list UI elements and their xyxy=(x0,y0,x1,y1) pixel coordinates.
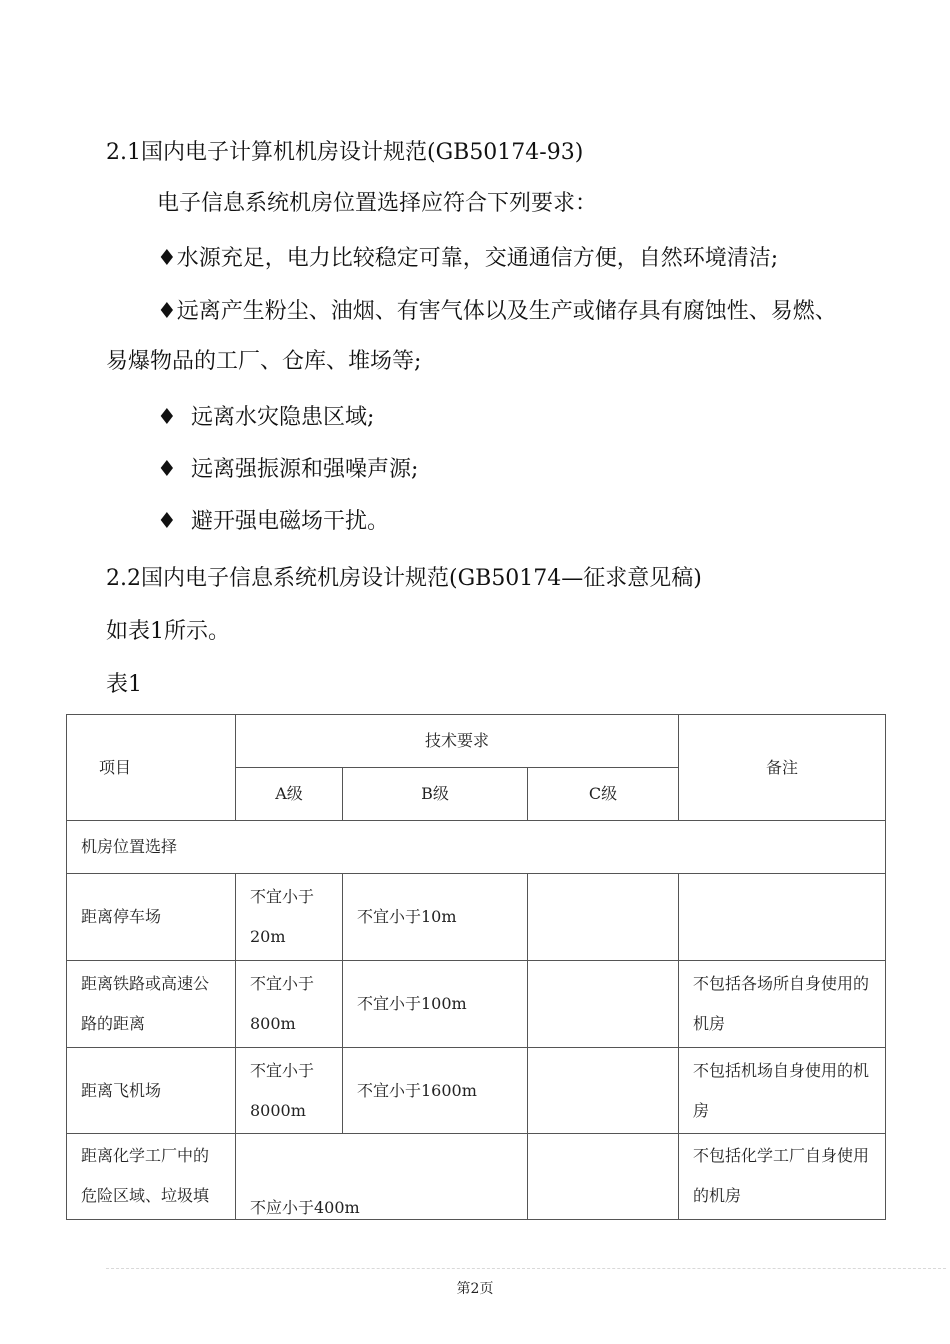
requirements-table xyxy=(66,714,886,1220)
page-number: 第2页 xyxy=(456,1281,494,1297)
diamond-bullet-icon: ♦ xyxy=(157,509,177,534)
row-grade-b: 不宜小于10m xyxy=(343,874,528,961)
table-row xyxy=(67,961,886,1048)
diamond-bullet-icon: ♦ xyxy=(157,457,177,482)
row-grade-c xyxy=(528,1134,679,1220)
diamond-bullet-icon: ♦ xyxy=(157,405,177,430)
bullet-water-power: ♦水源充足，电力比较稳定可靠，交通通信方便，自然环境清洁; xyxy=(157,246,779,271)
section2-heading: 2.2国内电子信息系统机房设计规范(GB50174—征求意见稿) xyxy=(106,566,702,591)
bullet-pollution-line1: ♦远离产生粉尘、油烟、有害气体以及生产或储存具有腐蚀性、易燃、 xyxy=(157,299,837,324)
row-remark xyxy=(679,874,886,961)
row-grade-c xyxy=(528,961,679,1048)
row-grade-b: 不宜小于1600m xyxy=(343,1048,528,1134)
row-grade-c xyxy=(528,874,679,961)
table-row xyxy=(67,874,886,961)
bullet-em-field-text: 避开强电磁场干扰。 xyxy=(191,509,390,534)
row-grade-a: 不宜小于20m xyxy=(236,874,343,961)
row-item: 距离停车场 xyxy=(67,874,236,961)
bullet-flood xyxy=(157,403,374,433)
row-remark: 不包括各场所自身使用的机房 xyxy=(679,961,886,1048)
bullet-pollution-line2: 易爆物品的工厂、仓库、堆场等; xyxy=(106,349,422,374)
row-grade-b: 不宜小于100m xyxy=(343,961,528,1048)
row-grade-a: 不宜小于800m xyxy=(236,961,343,1048)
bullet-flood-text: 远离水灾隐患区域; xyxy=(191,405,375,430)
section-row-location: 机房位置选择 xyxy=(67,821,886,874)
footer-divider xyxy=(106,1268,946,1269)
section1-heading: 2.1国内电子计算机机房设计规范(GB50174-93) xyxy=(106,140,584,165)
header-grade-a: A级 xyxy=(236,768,343,821)
section1-intro: 电子信息系统机房位置选择应符合下列要求： xyxy=(157,191,598,216)
bullet-vibration xyxy=(157,455,418,485)
table-row xyxy=(67,1134,886,1220)
header-grade-b: B级 xyxy=(343,768,528,821)
row-item: 距离化学工厂中的危险区域、垃圾填 xyxy=(67,1134,236,1220)
row-item: 距离铁路或高速公路的距离 xyxy=(67,961,236,1048)
row-remark: 不包括机场自身使用的机房 xyxy=(679,1048,886,1134)
row-grade-ab: 不应小于400m xyxy=(236,1134,528,1220)
table-row xyxy=(67,1048,886,1134)
header-tech: 技术要求 xyxy=(236,715,679,768)
section2-note: 如表1所示。 xyxy=(106,619,230,644)
bullet-vibration-text: 远离强振源和强噪声源; xyxy=(191,457,419,482)
table-caption: 表1 xyxy=(106,672,142,697)
header-remark: 备注 xyxy=(679,715,886,821)
row-item: 距离飞机场 xyxy=(67,1048,236,1134)
bullet-em-field xyxy=(157,507,389,537)
row-grade-a: 不宜小于8000m xyxy=(236,1048,343,1134)
row-grade-c xyxy=(528,1048,679,1134)
header-grade-c: C级 xyxy=(528,768,679,821)
row-remark: 不包括化学工厂自身使用的机房 xyxy=(679,1134,886,1220)
header-item: 项目 xyxy=(67,715,236,821)
